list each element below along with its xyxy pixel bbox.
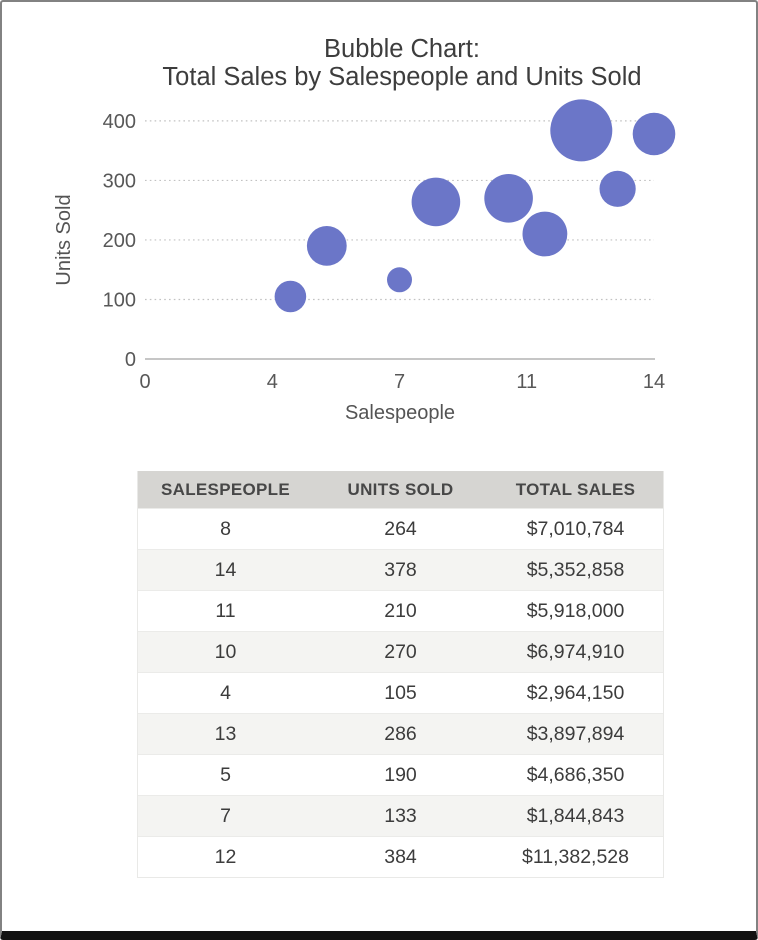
table-header-cell[interactable]: SALESPEOPLE xyxy=(161,479,290,499)
table-cell[interactable]: 378 xyxy=(384,558,417,581)
table-header-cell[interactable]: UNITS SOLD xyxy=(347,479,454,499)
table-cell[interactable]: 133 xyxy=(384,804,417,827)
x-axis-title: Salespeople xyxy=(344,402,456,424)
data-table[interactable] xyxy=(137,471,664,878)
y-tick-label: 300 xyxy=(102,170,136,193)
table-cell[interactable]: $5,918,000 xyxy=(526,599,625,622)
table-row xyxy=(138,549,663,590)
table-cell[interactable]: 14 xyxy=(214,558,237,581)
table-cell[interactable]: $6,974,910 xyxy=(526,640,625,663)
y-tick-label: 100 xyxy=(102,289,136,312)
table-cell[interactable]: 4 xyxy=(220,681,231,704)
table-row xyxy=(138,795,663,836)
table-cell[interactable]: $5,352,858 xyxy=(526,558,625,581)
table-cell[interactable]: 8 xyxy=(220,517,231,540)
x-tick-labels xyxy=(139,371,665,393)
bubble-chart[interactable] xyxy=(2,2,756,462)
table-cell[interactable]: 7 xyxy=(220,804,231,827)
table-cell[interactable]: 286 xyxy=(384,722,417,745)
x-tick-label: 11 xyxy=(516,371,538,393)
bubble[interactable] xyxy=(633,113,676,156)
table-cell[interactable]: $2,964,150 xyxy=(526,681,625,704)
table-cell[interactable]: 13 xyxy=(214,722,237,745)
table-row xyxy=(138,508,663,549)
table-row xyxy=(138,713,663,754)
table-header-row xyxy=(138,471,663,508)
table-body xyxy=(138,508,663,877)
y-tick-label: 0 xyxy=(124,349,136,371)
chart-title-line2: Total Sales by Salespeople and Units Sold xyxy=(162,63,642,91)
table-row xyxy=(138,590,663,631)
bubble[interactable] xyxy=(275,281,307,313)
table-cell[interactable]: 210 xyxy=(384,599,417,622)
table-row xyxy=(138,631,663,672)
table-cell[interactable]: 105 xyxy=(384,681,417,704)
y-tick-label: 400 xyxy=(102,110,136,133)
bubble[interactable] xyxy=(307,226,347,266)
table-row xyxy=(138,672,663,713)
table-cell[interactable]: $4,686,350 xyxy=(526,763,625,786)
y-tick-label: 200 xyxy=(102,229,136,252)
table-cell[interactable]: 270 xyxy=(384,640,417,663)
bubble[interactable] xyxy=(523,212,568,257)
x-tick-label: 14 xyxy=(642,371,666,393)
chart-title-line1: Bubble Chart: xyxy=(324,35,480,63)
table-cell[interactable]: 5 xyxy=(220,763,231,786)
table-cell[interactable]: 11 xyxy=(215,599,236,622)
table-header-cell[interactable]: TOTAL SALES xyxy=(515,479,636,499)
y-tick-labels xyxy=(103,111,136,371)
bubble[interactable] xyxy=(600,171,636,207)
y-axis-title: Units Sold xyxy=(53,194,75,286)
table-cell[interactable]: $7,010,784 xyxy=(526,517,625,540)
table-cell[interactable]: $11,382,528 xyxy=(522,845,629,868)
bubble[interactable] xyxy=(412,178,461,227)
table-cell[interactable]: 12 xyxy=(214,845,237,868)
x-tick-label: 0 xyxy=(139,371,151,393)
table-cell[interactable]: $1,844,843 xyxy=(526,804,625,827)
bubble[interactable] xyxy=(484,174,533,223)
table-cell[interactable]: 384 xyxy=(384,845,417,868)
table-cell[interactable]: $3,897,894 xyxy=(526,722,625,745)
bubble[interactable] xyxy=(387,267,412,292)
table-cell[interactable]: 264 xyxy=(384,517,417,540)
bubble[interactable] xyxy=(550,99,612,161)
x-tick-label: 4 xyxy=(266,371,278,393)
table-cell[interactable]: 10 xyxy=(214,640,237,663)
table-cell[interactable]: 190 xyxy=(384,763,417,786)
bubble-series[interactable] xyxy=(275,99,676,312)
table-row xyxy=(138,836,663,877)
x-tick-label: 7 xyxy=(393,371,406,393)
table-row xyxy=(138,754,663,795)
